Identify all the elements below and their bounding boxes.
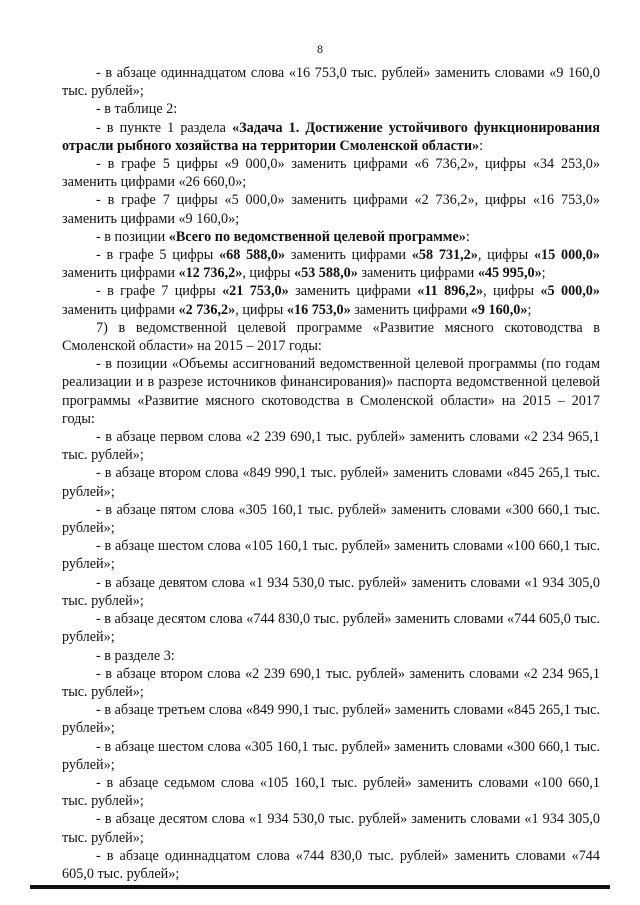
document-paragraph	[62, 246, 600, 282]
paragraph-text: заменить цифрами	[62, 301, 179, 318]
paragraph-text: - в абзаце десятом слова «744 830,0 тыс. рублей» заменить словами «744 605,0 тыс. рублей»;	[62, 611, 600, 646]
bold-text: «12 736,2»	[178, 265, 243, 282]
document-paragraph	[62, 464, 600, 500]
paragraph-text: :	[465, 228, 470, 245]
paragraph-text: - в абзаце девятом слова «1 934 530,0 тыс. рублей» заменить словами «1 934 305,0 тыс. рублей»;	[62, 574, 600, 609]
document-paragraph	[62, 665, 600, 701]
document-paragraph	[62, 282, 600, 318]
paragraph-text: заменить цифрами	[288, 283, 418, 300]
paragraph-text: - в абзаце шестом слова «305 160,1 тыс. рублей» заменить словами «300 660,1 тыс. рублей»;	[62, 738, 600, 773]
document-body	[62, 64, 600, 883]
paragraph-text: - в графе 7 цифры	[96, 283, 223, 300]
bold-text: «2 736,2»	[178, 301, 236, 318]
document-paragraph	[62, 228, 600, 246]
document-paragraph	[62, 428, 600, 464]
document-paragraph	[62, 774, 600, 810]
paragraph-text: - в абзаце первом слова «2 239 690,1 тыс. рублей» заменить словами «2 234 965,1 тыс. рублей»;	[62, 429, 600, 464]
bold-text: «11 896,2»	[417, 283, 484, 300]
paragraph-text: 7) в ведомственной целевой программе «Развитие мясного скотоводства в Смоленской области» на 2015 – 2017 годы:	[62, 319, 600, 355]
paragraph-text: - в абзаце десятом слова «1 934 530,0 тыс. рублей» заменить словами «1 934 305,0 тыс. рублей»;	[62, 811, 600, 846]
document-paragraph	[62, 191, 600, 227]
document-paragraph	[62, 610, 600, 646]
bold-text: «5 000,0»	[540, 283, 600, 300]
paragraph-text: - в таблице 2:	[96, 101, 178, 118]
paragraph-text: - в позиции «Объемы ассигнований ведомственной целевой программы (по годам реализации и в разрезе источников финансирования)» паспорта ведомственной целевой программы «Развитие мясного скотоводства в Смоленской области» на 2015 – 2017 годы:	[62, 356, 600, 427]
paragraph-text: заменить цифрами	[285, 247, 412, 264]
document-paragraph	[62, 738, 600, 774]
paragraph-text: - в абзаце одиннадцатом слова «744 830,0 тыс. рублей» заменить словами «744 605,0 тыс. рублей»;	[62, 847, 600, 882]
paragraph-text: , цифры	[477, 247, 534, 264]
bold-text: «58 731,2»	[411, 247, 478, 264]
paragraph-text: - в абзаце пятом слова «305 160,1 тыс. рублей» заменить словами «300 660,1 тыс. рублей»;	[62, 501, 600, 537]
bold-text: «Задача 1. Достижение устойчивого функционирования отрасли рыбного хозяйства на территории Смоленской области»	[62, 119, 600, 154]
paragraph-text: заменить цифрами	[62, 265, 179, 282]
bold-text: «Всего по ведомственной целевой программе»	[168, 228, 466, 245]
paragraph-text: - в абзаце одиннадцатом слова «16 753,0 тыс. рублей» заменить словами «9 160,0 тыс. рублей»;	[62, 65, 600, 100]
bold-text: «15 000,0»	[533, 247, 600, 264]
paragraph-text: заменить цифрами	[357, 265, 478, 282]
bold-text: «53 588,0»	[293, 265, 358, 282]
paragraph-text: :	[479, 137, 484, 154]
paragraph-text: - в графе 7 цифры «5 000,0» заменить цифрами «2 736,2», цифры «16 753,0» заменить цифрами «9 160,0»;	[62, 192, 600, 227]
paragraph-text: заменить цифрами	[350, 301, 471, 318]
paragraph-text: , цифры	[242, 265, 294, 282]
document-paragraph	[62, 319, 600, 355]
document-paragraph	[62, 810, 600, 846]
document-paragraph	[62, 100, 600, 118]
bold-text: «9 160,0»	[470, 301, 528, 318]
document-paragraph	[62, 155, 600, 191]
bold-text: «68 588,0»	[219, 247, 286, 264]
paragraph-text: - в пункте 1 раздела	[96, 119, 233, 136]
document-paragraph	[62, 537, 600, 573]
paragraph-text: , цифры	[483, 283, 541, 300]
paragraph-text: - в абзаце седьмом слова «105 160,1 тыс. рублей» заменить словами «100 660,1 тыс. рублей»;	[62, 774, 600, 810]
document-paragraph	[62, 355, 600, 428]
document-paragraph	[62, 64, 600, 100]
paragraph-text: - в абзаце втором слова «2 239 690,1 тыс. рублей» заменить словами «2 234 965,1 тыс. рублей»;	[62, 665, 600, 700]
document-paragraph	[62, 847, 600, 883]
bold-text: «21 753,0»	[222, 283, 289, 300]
paragraph-text: , цифры	[235, 301, 287, 318]
bold-text: «45 995,0»	[477, 265, 542, 282]
document-paragraph	[62, 501, 600, 537]
bold-text: «16 753,0»	[286, 301, 351, 318]
paragraph-text: ;	[541, 265, 546, 282]
paragraph-text: - в абзаце шестом слова «105 160,1 тыс. рублей» заменить словами «100 660,1 тыс. рублей»;	[62, 538, 600, 573]
paragraph-text: - в позиции	[96, 228, 169, 245]
document-paragraph	[62, 574, 600, 610]
page-bottom-rule	[30, 885, 610, 889]
document-paragraph	[62, 701, 600, 737]
document-paragraph	[62, 119, 600, 155]
document-paragraph	[62, 647, 600, 665]
paragraph-text: - в графе 5 цифры «9 000,0» заменить цифрами «6 736,2», цифры «34 253,0» заменить цифрами «26 660,0»;	[62, 156, 600, 191]
paragraph-text: - в абзаце втором слова «849 990,1 тыс. рублей» заменить словами «845 265,1 тыс. рублей»;	[62, 465, 600, 500]
paragraph-text: - в абзаце третьем слова «849 990,1 тыс. рублей» заменить словами «845 265,1 тыс. рублей»;	[62, 702, 600, 737]
page-number: 8	[317, 42, 323, 56]
paragraph-text: ;	[527, 301, 532, 318]
paragraph-text: - в разделе 3:	[96, 647, 175, 664]
paragraph-text: - в графе 5 цифры	[96, 247, 220, 264]
